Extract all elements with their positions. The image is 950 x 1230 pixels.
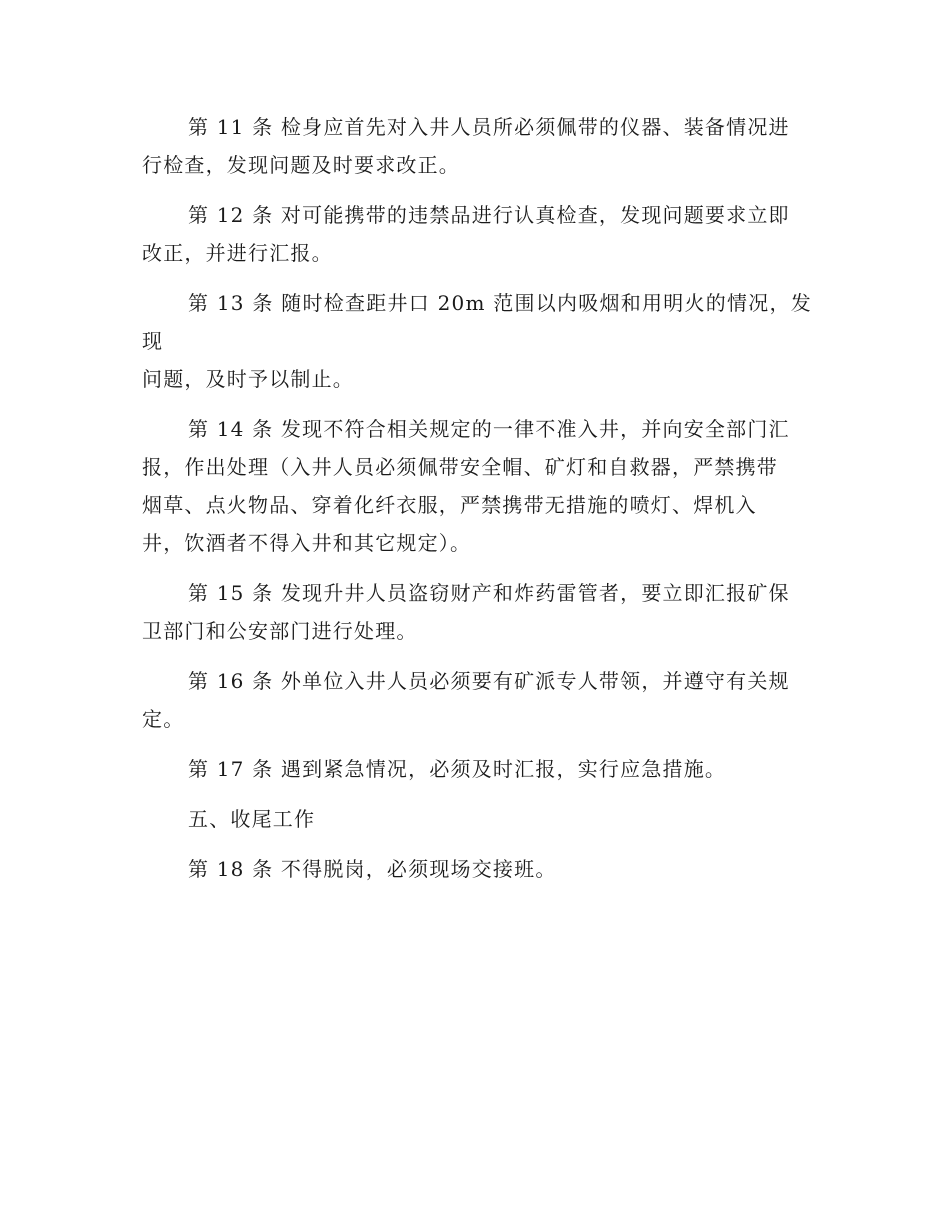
article-13-line-2: 问题，及时予以制止。 — [142, 367, 354, 391]
article-15-line-2: 卫部门和公安部门进行处理。 — [142, 619, 418, 643]
section-heading: 五、收尾工作 — [188, 807, 316, 831]
article-14-line-1: 第 14 条 发现不符合相关规定的一律不准入井，并向安全部门汇 — [188, 417, 790, 441]
article-14-line-2: 报，作出处理（入井人员必须佩带安全帽、矿灯和自救器，严禁携带 — [142, 455, 778, 479]
article-15-line-1: 第 15 条 发现升井人员盗窃财产和炸药雷管者，要立即汇报矿保 — [188, 581, 790, 605]
article-13-line-1: 第 13 条 随时检查距井口 20m 范围以内吸烟和用明火的情况，发现 — [142, 291, 812, 353]
article-16-line-2: 定。 — [142, 707, 185, 731]
article-15 — [142, 574, 812, 650]
article-11-line-2: 行检查，发现问题及时要求改正。 — [142, 153, 460, 177]
article-12-line-1: 第 12 条 对可能携带的违禁品进行认真检查，发现问题要求立即 — [188, 203, 790, 227]
article-12 — [142, 196, 812, 272]
article-17 — [142, 750, 812, 788]
article-14-line-4: 井，饮酒者不得入井和其它规定）。 — [142, 531, 472, 555]
article-17-line-1: 第 17 条 遇到紧急情况，必须及时汇报，实行应急措施。 — [188, 757, 727, 781]
article-16-line-1: 第 16 条 外单位入井人员必须要有矿派专人带领，并遵守有关规 — [188, 669, 790, 693]
article-11 — [142, 108, 812, 184]
article-14-line-3: 烟草、点火物品、穿着化纤衣服，严禁携带无措施的喷灯、焊机入 — [142, 493, 757, 517]
article-13 — [142, 284, 812, 398]
article-12-line-2: 改正，并进行汇报。 — [142, 241, 333, 265]
article-16 — [142, 662, 812, 738]
article-14 — [142, 410, 812, 562]
article-11-line-1: 第 11 条 检身应首先对入井人员所必须佩带的仪器、装备情况进 — [188, 115, 790, 139]
document-page — [142, 108, 812, 900]
article-18: 第 18 条 不得脱岗，必须现场交接班。 — [188, 857, 557, 881]
